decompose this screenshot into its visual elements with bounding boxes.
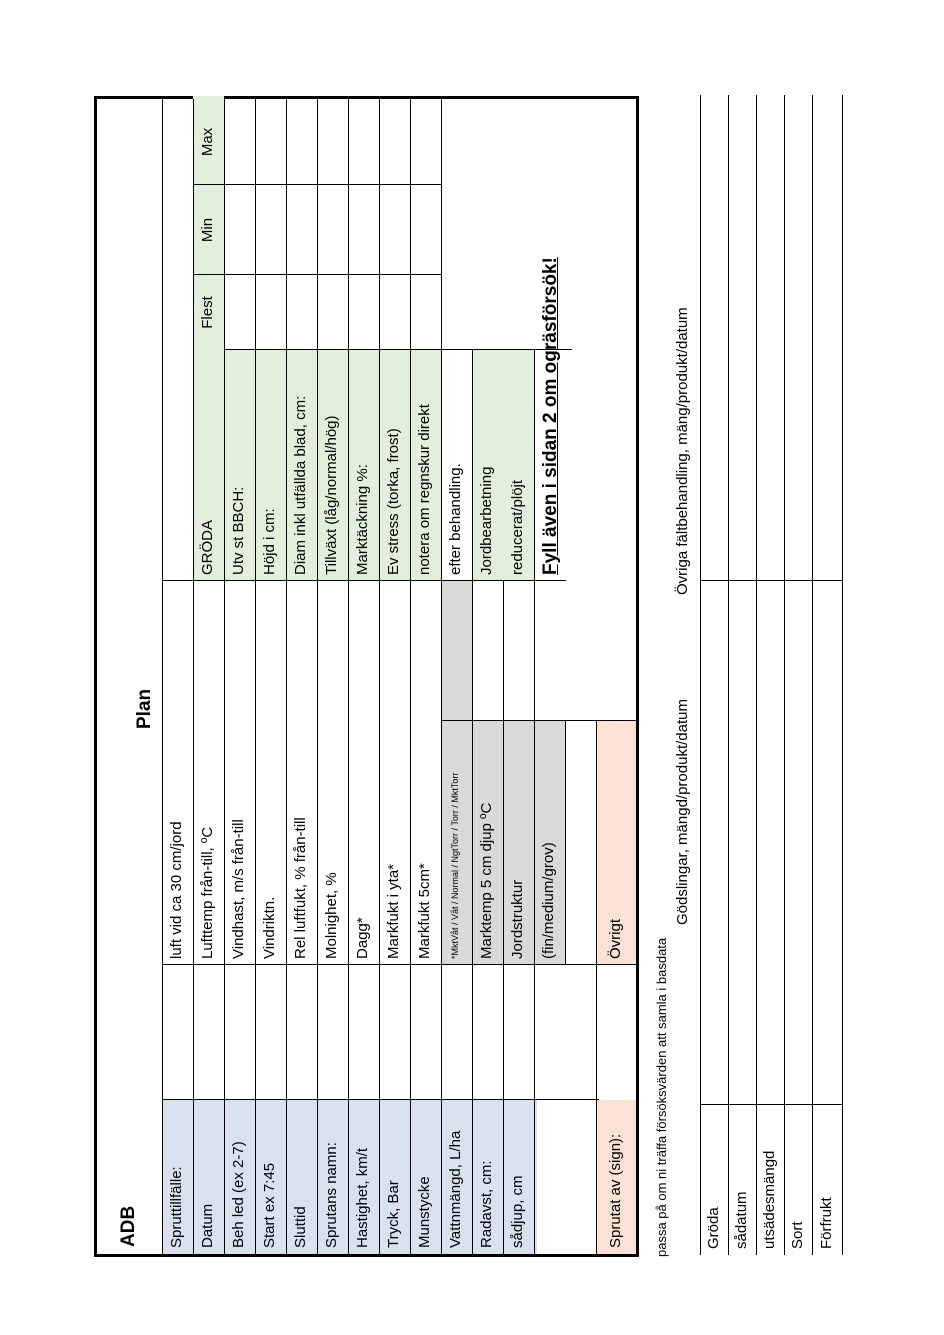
- mid-row-9: Markfukt 5cm*: [416, 863, 433, 959]
- bottom-row-line: [842, 95, 843, 1255]
- crop-col-min: Min: [199, 217, 216, 243]
- row-line: [162, 99, 163, 1254]
- header-adb: ADB: [118, 1205, 139, 1247]
- bottom-row-line: [756, 95, 757, 1255]
- fill-notice: Fyll även i sidan 2 om ogräsförsök!: [540, 257, 561, 575]
- bottom-row-line: [728, 95, 729, 1255]
- left-row-9: Munstycke: [416, 1176, 433, 1248]
- crop-row-5: Tillväxt (låg/normal/hög): [323, 415, 340, 575]
- other-treatments-heading: Övriga fältbehandling, mäng/produkt/datum: [674, 307, 691, 595]
- crop-row-7: Ev stress (torka, frost): [385, 428, 402, 575]
- crop-row-8: notera om regnskur direkt: [416, 404, 433, 575]
- bottom-col-line: [700, 580, 842, 581]
- left-row-2: Datum: [199, 1203, 216, 1248]
- mid-row-12: Jordstruktur: [509, 879, 526, 959]
- crop-col-flest: Flest: [199, 296, 216, 329]
- mid-row-5: Rel luftfukt, % från-till: [292, 817, 309, 959]
- crop-row-6: Marktäckning %:: [354, 464, 371, 575]
- mid-row-1: luft vid ca 30 cm/jord: [168, 821, 185, 959]
- left-row-4: Start ex 7:45: [261, 1162, 278, 1248]
- crop-row-1: GRÖDA: [199, 519, 216, 575]
- mid-row-2: Lufttemp från-till, ºC: [199, 826, 216, 959]
- mid-row-7: Dagg*: [354, 917, 371, 959]
- fertilization-heading: Gödslingar, mängd/produkt/datum: [674, 699, 691, 925]
- left-row-5: Sluttid: [292, 1206, 309, 1248]
- basdata-note: passa på om ni träffa försöksvärden att samla i basdata: [654, 937, 669, 1257]
- col-line: [193, 274, 441, 275]
- mid-row-4: Vindriktn.: [261, 896, 278, 959]
- bottom-row-4: Sort: [789, 1221, 806, 1249]
- left-row-11: Radavst, cm:: [478, 1160, 495, 1248]
- left-row-1: Spruttillfälle:: [168, 1166, 185, 1248]
- bottom-row-1: Gröda: [705, 1207, 722, 1249]
- mid-row-11: Marktemp 5 cm djup ºC: [478, 802, 495, 959]
- crop-row-9: efter behandling.: [447, 463, 464, 575]
- bottom-row-line: [700, 95, 701, 1255]
- header-plan: Plan: [134, 688, 155, 729]
- other-label: Övrigt: [607, 918, 624, 959]
- crop-row-11: reducerat/plöjt: [509, 479, 526, 575]
- mid-row-13: (fin/medium/grov): [540, 842, 557, 959]
- left-row-10: Vattnmängd, L/ha: [447, 1130, 464, 1248]
- crop-row-4: Diam inkl utfällda blad, cm:: [292, 395, 309, 575]
- left-row-6: Sprutans namn:: [323, 1142, 340, 1248]
- left-row-12: sådjup, cm: [509, 1175, 526, 1248]
- crop-row-2: Utv st BBCH:: [230, 486, 247, 575]
- crop-col-max: Max: [199, 127, 216, 157]
- mid-row-3: Vindhast, m/s från-till: [230, 819, 247, 959]
- crop-row-3: Höjd i cm:: [261, 508, 278, 575]
- row-line: [565, 721, 566, 965]
- bottom-row-2: sådatum: [733, 1191, 750, 1249]
- mid-row-6: Molnighet, %: [323, 872, 340, 959]
- bottom-row-5: Förfrukt: [818, 1197, 835, 1249]
- bottom-row-line: [784, 95, 785, 1255]
- left-row-3: Beh led (ex 2-7): [230, 1141, 247, 1248]
- signed-by-label: Sprutat av (sign):: [607, 1133, 624, 1248]
- mid-row-8: Markfukt i yta*: [385, 863, 402, 959]
- bottom-row-3: utsädesmängd: [761, 1150, 778, 1249]
- left-row-8: Tryck, Bar: [385, 1180, 402, 1248]
- crop-row-10: Jordbearbetning: [478, 466, 495, 575]
- moisture-scale-note: *MktVåt / Våt / Normal / NgtTorr / Torr / MktTorr: [450, 772, 460, 959]
- bottom-row-line: [812, 95, 813, 1255]
- left-row-7: Hastighet, km/t: [354, 1147, 371, 1248]
- col-line: [193, 184, 441, 185]
